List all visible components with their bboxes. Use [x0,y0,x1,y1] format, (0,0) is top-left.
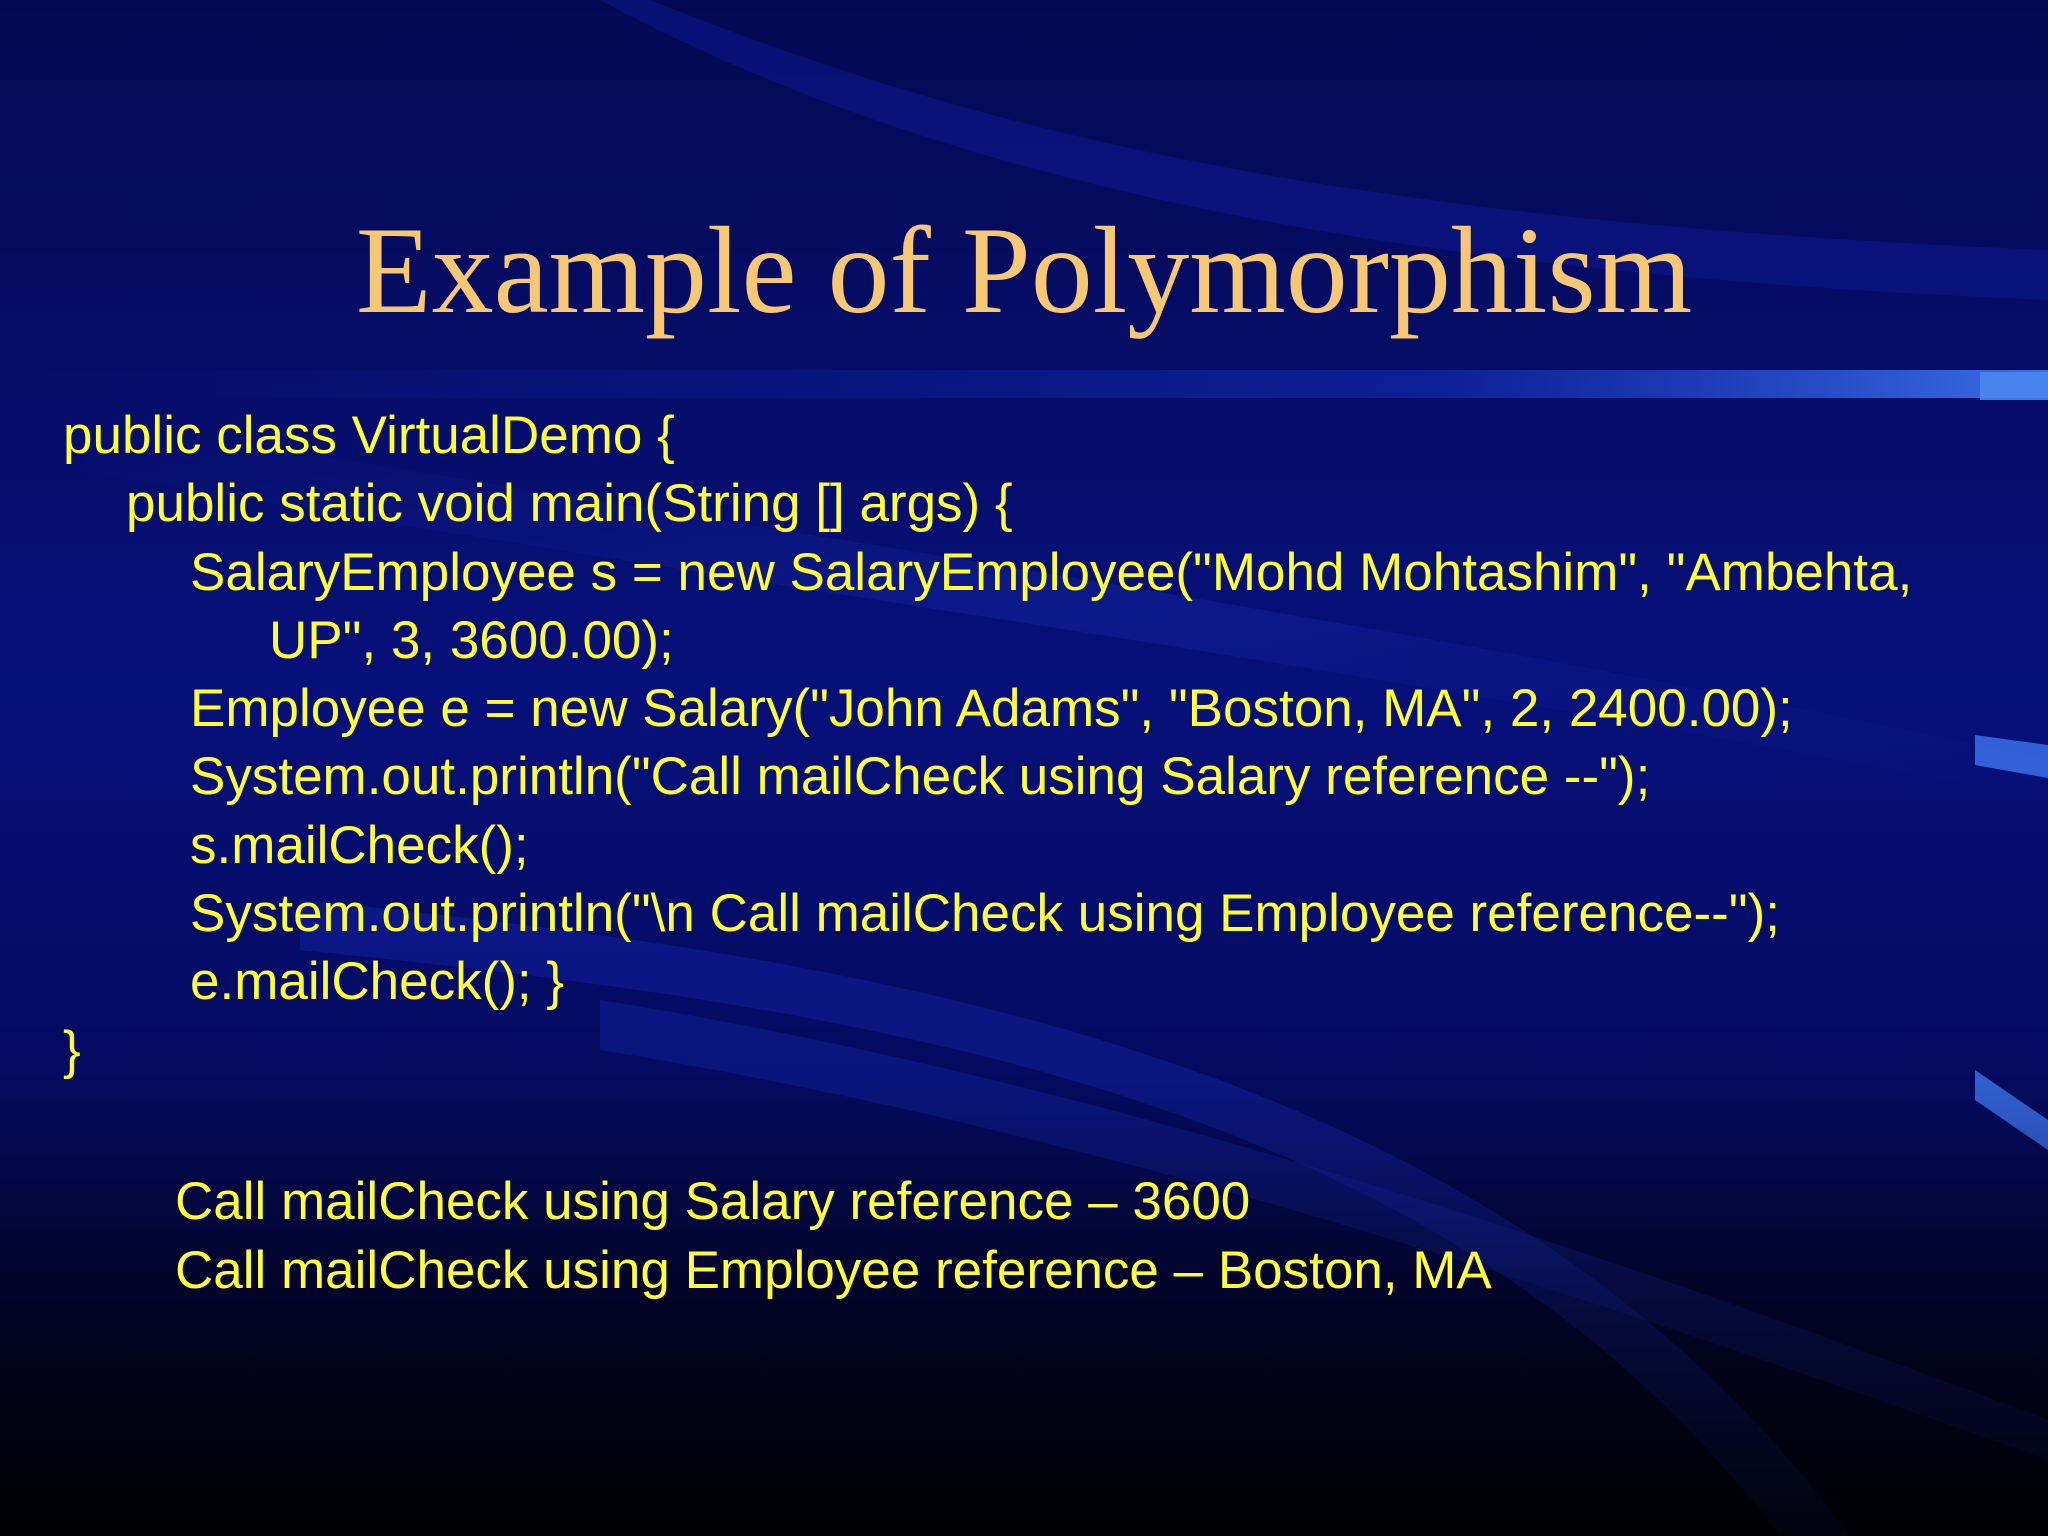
program-output [175,1168,1492,1305]
code-line: e.mailCheck(); } [190,952,565,1012]
code-line: public class VirtualDemo { [63,406,675,465]
code-line: s.mailCheck(); [190,815,529,875]
code-line: } [63,1020,81,1080]
output-line: Call mailCheck using Employee reference – Boston, MA [175,1240,1492,1300]
output-line: Call mailCheck using Salary reference – 3600 [175,1172,1251,1231]
code-line: SalaryEmployee s = new SalaryEmployee("Mohd Mohtashim", "Ambehta, [190,542,1913,602]
code-line: UP", 3, 3600.00); [269,610,674,670]
code-line: public static void main(String [] args) { [126,474,1013,534]
slide-title: Example of Polymorphism [355,202,1693,339]
code-block [63,402,2048,1085]
code-line: System.out.println("Call mailCheck using Salary reference --"); [190,747,1651,807]
code-line: Employee e = new Salary("John Adams", "Boston, MA", 2, 2400.00); [190,679,1793,739]
code-line: System.out.println("\n Call mailCheck using Employee reference--"); [190,884,1780,944]
